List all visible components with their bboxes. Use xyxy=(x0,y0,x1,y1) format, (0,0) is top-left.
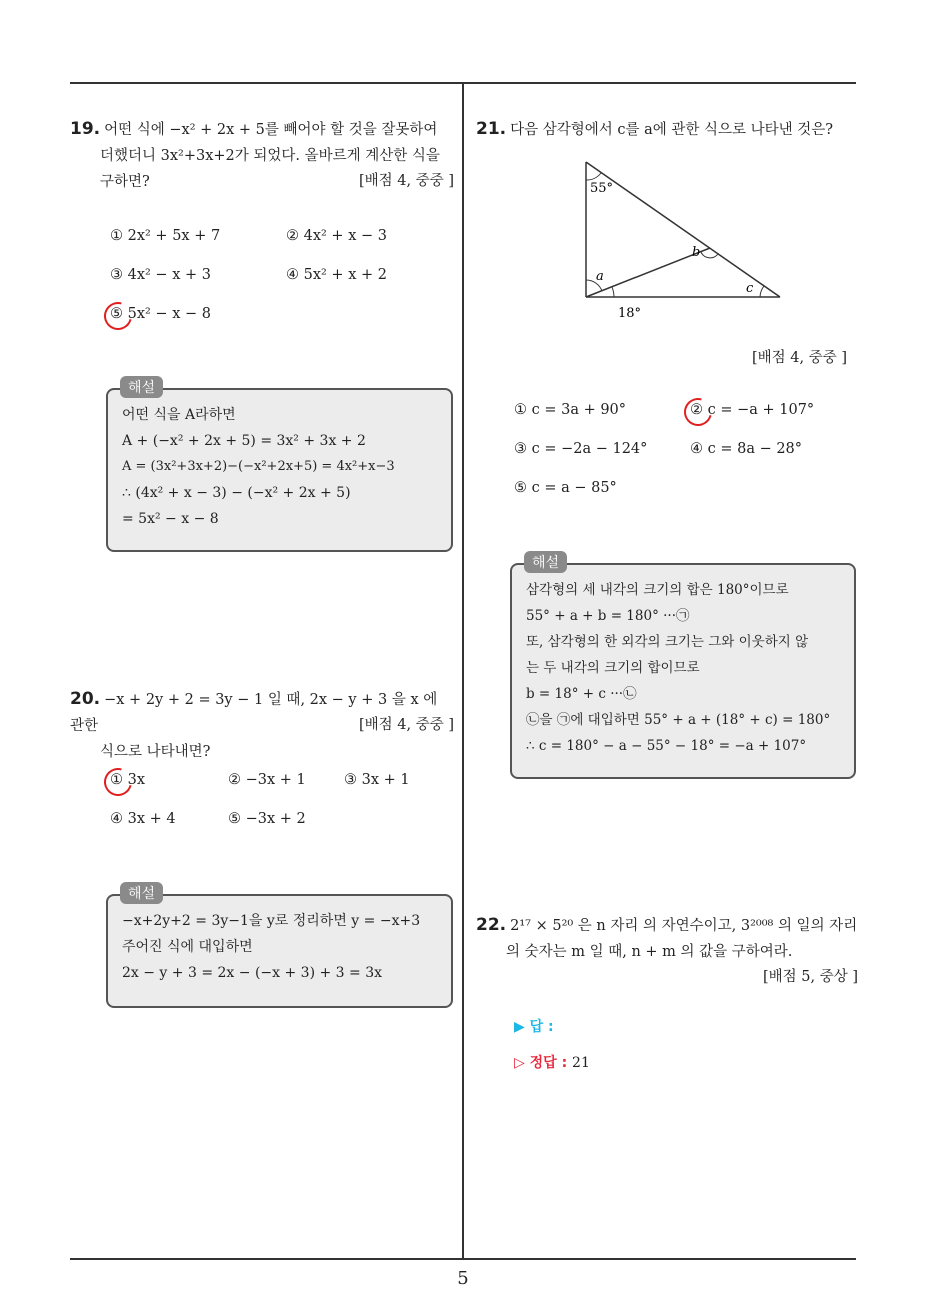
triangle-figure xyxy=(570,150,800,325)
choice-2[interactable]: ② 4x² + x − 3 xyxy=(286,228,387,244)
solution-line: 또, 삼각형의 한 외각의 크기는 그와 이웃하지 않 xyxy=(526,634,809,650)
solution-tab: 해설 xyxy=(120,882,163,904)
choice-5[interactable]: ⑤ c = a − 85° xyxy=(514,480,617,496)
choice-5[interactable]: ⑤ −3x + 2 xyxy=(228,811,306,827)
choice-3[interactable]: ③ 3x + 1 xyxy=(344,772,410,788)
angle-label-c: c xyxy=(746,281,754,296)
score-label: [배점 5, 중상 ] xyxy=(762,969,858,985)
choice-5[interactable]: ⑤ 5x² − x − 8 xyxy=(110,306,211,322)
score-label: [배점 4, 중중 ] xyxy=(358,173,454,189)
choice-4[interactable]: ④ 5x² + x + 2 xyxy=(286,267,387,283)
solution-line: A = (3x²+3x+2)−(−x²+2x+5) = 4x²+x−3 xyxy=(122,459,395,474)
solution-line: 55° + a + b = 180° ···㉠ xyxy=(526,608,690,624)
solution-line: = 5x² − x − 8 xyxy=(122,511,219,527)
question-number: 21. xyxy=(476,119,507,139)
answer-label-text: ▶ 답 : xyxy=(514,1019,554,1035)
page-number: 5 xyxy=(457,1268,469,1289)
angle-label-b: b xyxy=(692,245,701,260)
solution-box xyxy=(106,388,453,552)
question-text: 2¹⁷ × 5²⁰ 은 n 자리 의 자연수이고, 3²⁰⁰⁸ 의 일의 자리 xyxy=(510,918,858,934)
solution-line: A + (−x² + 2x + 5) = 3x² + 3x + 2 xyxy=(122,433,366,449)
score-label: [배점 4, 중중 ] xyxy=(752,350,848,366)
question-number: 20. xyxy=(70,689,101,709)
solution-line: ∴ c = 180° − a − 55° − 18° = −a + 107° xyxy=(526,738,807,754)
choice-3[interactable]: ③ c = −2a − 124° xyxy=(514,441,648,457)
question-text: 식으로 나타내면? xyxy=(100,744,211,760)
question-text: 더했더니 3x²+3x+2가 되었다. 올바르게 계산한 식을 xyxy=(100,148,440,164)
solution-line: b = 18° + c ···㉡ xyxy=(526,686,637,702)
solution-line: 삼각형의 세 내각의 크기의 합은 180°이므로 xyxy=(526,582,789,598)
solution-tab: 해설 xyxy=(120,376,163,398)
question-number: 19. xyxy=(70,119,101,139)
correct-answer-label xyxy=(514,1052,590,1072)
question-21 xyxy=(476,116,858,143)
bottom-rule xyxy=(70,1258,856,1260)
angle-label-a: a xyxy=(596,269,604,284)
solution-line: 는 두 내각의 크기의 합이므로 xyxy=(526,660,700,676)
red-answer-mark xyxy=(99,763,137,801)
question-20 xyxy=(70,686,454,765)
solution-line: 어떤 식을 A라하면 xyxy=(122,407,236,423)
solution-line: ㉡을 ㉠에 대입하면 55° + a + (18° + c) = 180° xyxy=(526,712,831,728)
question-text: 어떤 식에 −x² + 2x + 5를 빼어야 할 것을 잘못하여 xyxy=(104,122,438,138)
choice-3[interactable]: ③ 4x² − x + 3 xyxy=(110,267,211,283)
question-text: −x + 2y + 2 = 3y − 1 일 때, 2x − y + 3 을 x 에 관한 xyxy=(70,692,438,734)
question-text: 의 숫자는 m 일 때, n + m 의 값을 구하여라. xyxy=(506,944,793,960)
solution-tab: 해설 xyxy=(524,551,567,573)
answer-label xyxy=(514,1016,554,1036)
choice-1[interactable]: ① 3x xyxy=(110,772,146,788)
score-label: [배점 4, 중중 ] xyxy=(358,717,454,733)
correct-value: 21 xyxy=(572,1055,590,1071)
angle-label-55: 55° xyxy=(590,181,614,196)
choice-1[interactable]: ① c = 3a + 90° xyxy=(514,402,627,418)
choice-4[interactable]: ④ c = 8a − 28° xyxy=(690,441,803,457)
solution-line: −x+2y+2 = 3y−1을 y로 정리하면 y = −x+3 xyxy=(122,913,421,929)
question-number: 22. xyxy=(476,915,507,935)
choice-1[interactable]: ① 2x² + 5x + 7 xyxy=(110,228,221,244)
correct-label-text: ▷ 정답 : xyxy=(514,1055,568,1071)
solution-line: ∴ (4x² + x − 3) − (−x² + 2x + 5) xyxy=(122,485,351,501)
question-22 xyxy=(476,912,858,985)
question-text: 다음 삼각형에서 c를 a에 관한 식으로 나타낸 것은? xyxy=(510,122,834,138)
choice-2[interactable]: ② c = −a + 107° xyxy=(690,402,815,418)
answer-input[interactable] xyxy=(580,1016,780,1034)
choice-2[interactable]: ② −3x + 1 xyxy=(228,772,306,788)
red-answer-mark xyxy=(99,297,137,335)
choice-4[interactable]: ④ 3x + 4 xyxy=(110,811,176,827)
question-19 xyxy=(70,116,454,195)
solution-box xyxy=(510,563,856,779)
question-text: 구하면? xyxy=(100,174,150,190)
solution-box xyxy=(106,894,453,1008)
angle-label-18: 18° xyxy=(618,306,642,321)
red-answer-mark xyxy=(679,393,717,431)
solution-line: 주어진 식에 대입하면 xyxy=(122,939,253,955)
solution-line: 2x − y + 3 = 2x − (−x + 3) + 3 = 3x xyxy=(122,965,383,981)
column-divider xyxy=(462,83,464,1258)
